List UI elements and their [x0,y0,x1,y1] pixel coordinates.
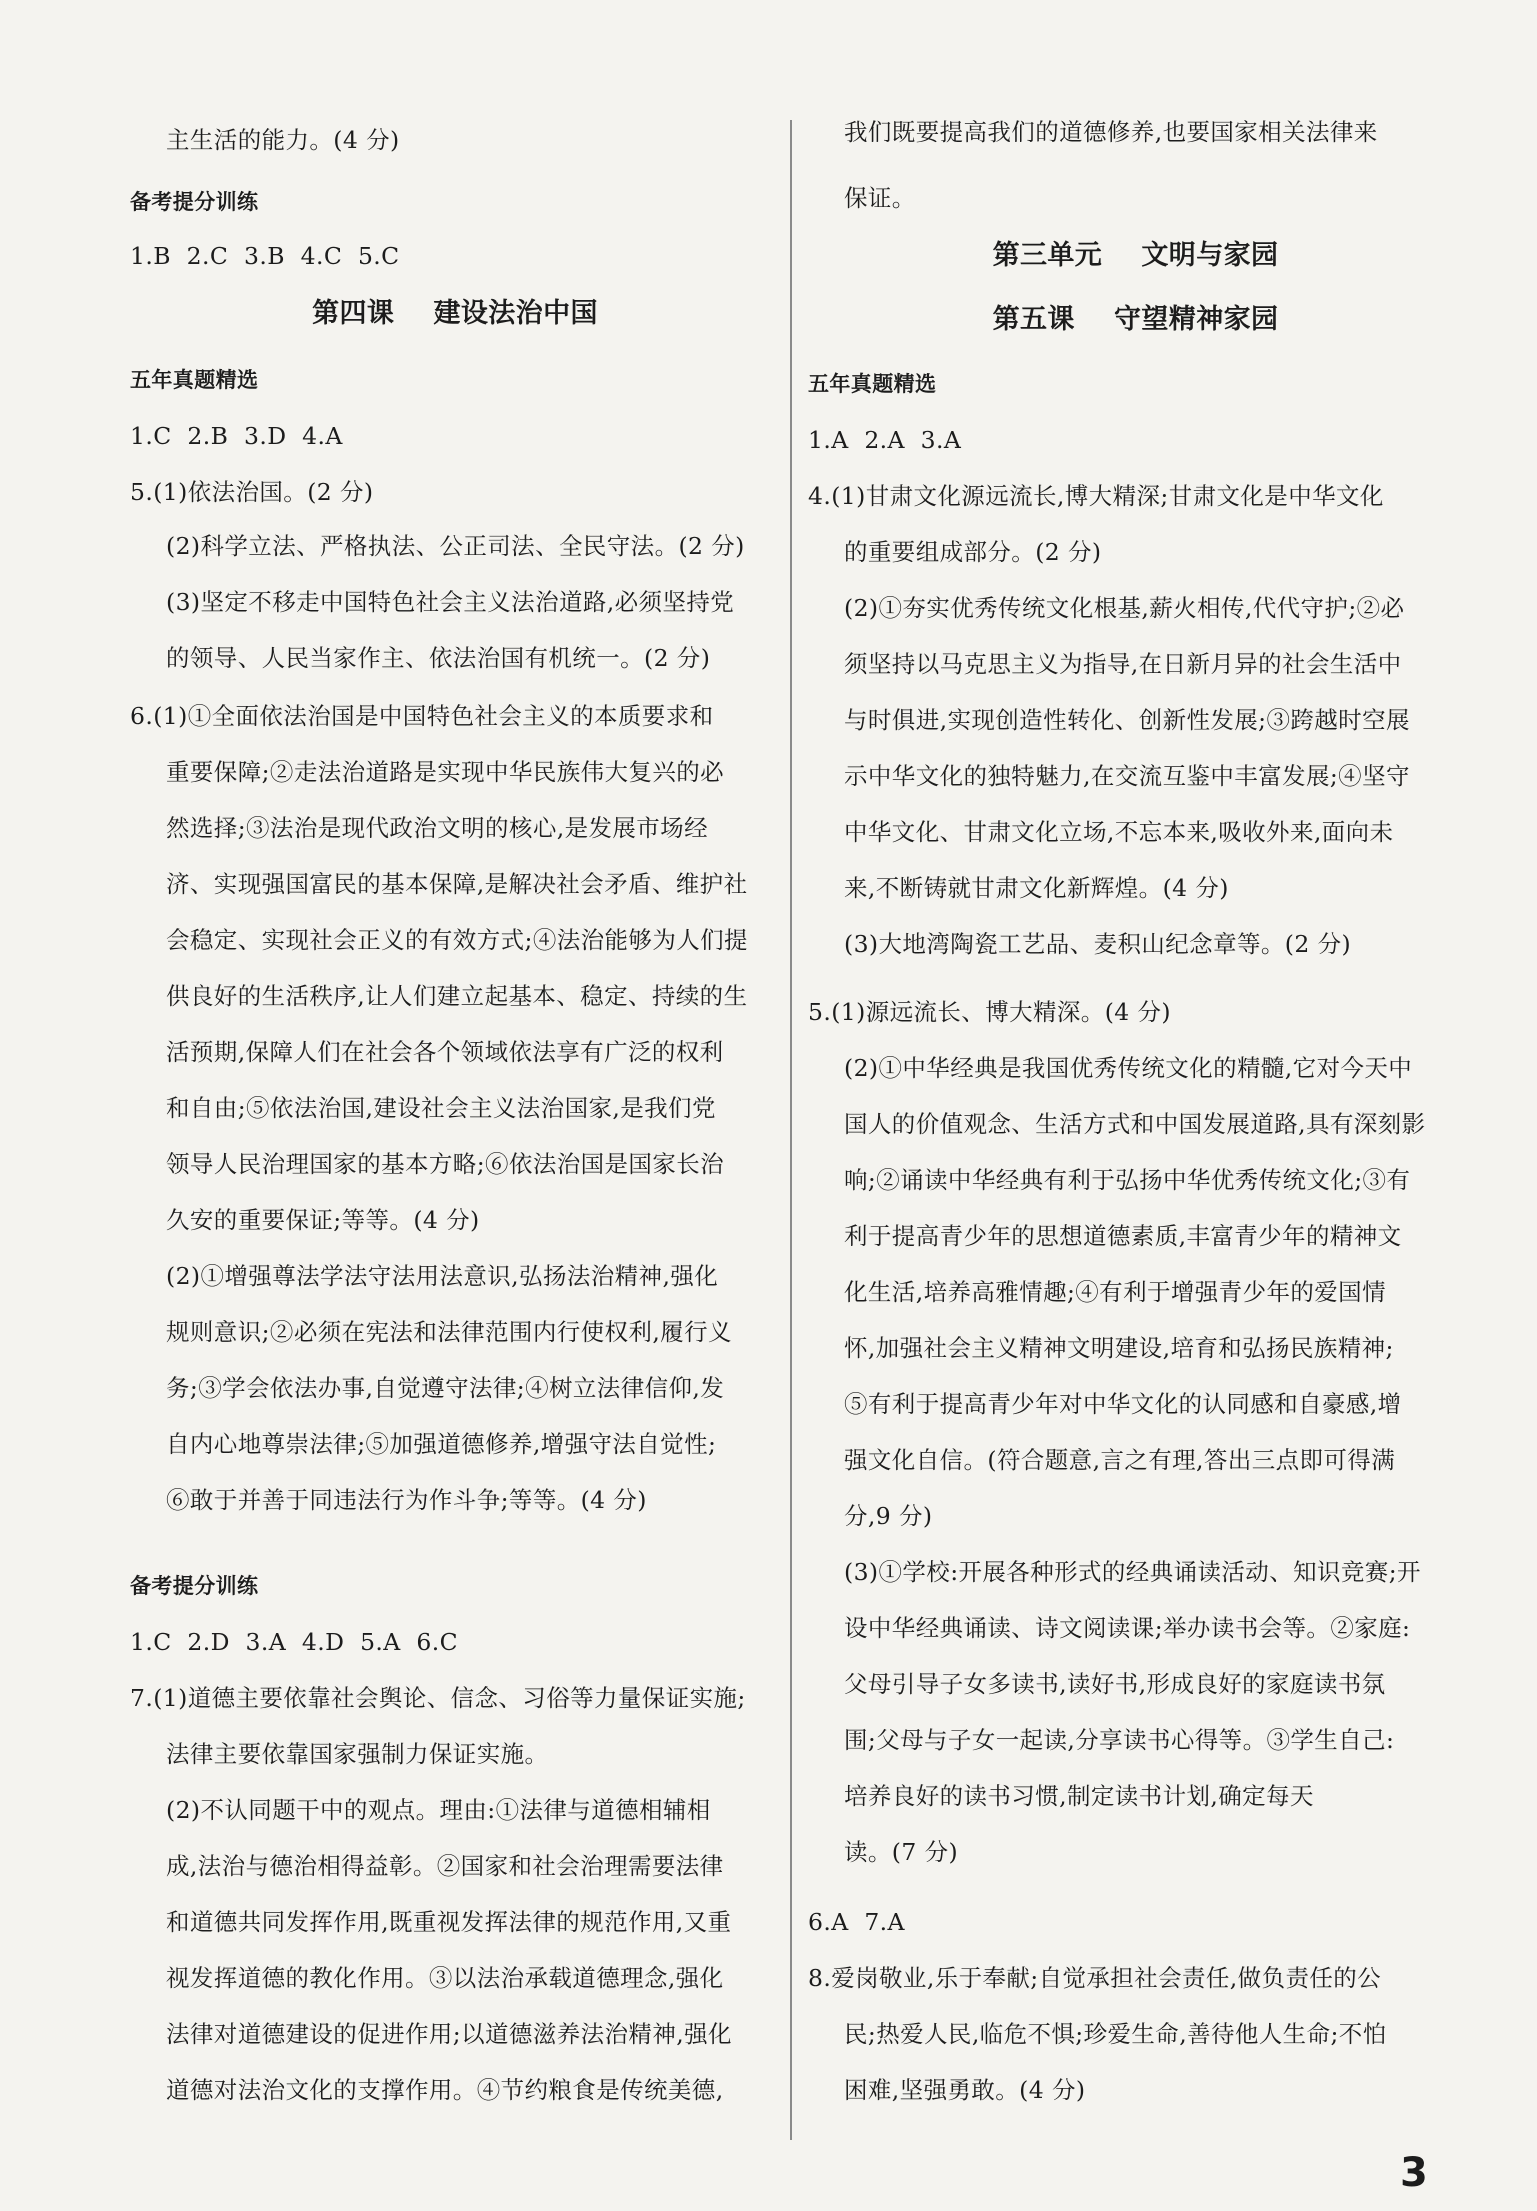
text-line: ⑥敢于并善于同违法行为作斗争;等等。(4 分) [166,1486,647,1514]
text-line: 国人的价值观念、生活方式和中国发展道路,具有深刻影 [844,1110,1426,1138]
text-line: 5.(1)依法治国。(2 分) [130,478,374,506]
text-line: 分,9 分) [844,1502,933,1530]
answer-line: 1.B 2.C 3.B 4.C 5.C [130,242,400,270]
text-line: 困难,坚强勇敢。(4 分) [844,2076,1086,2104]
text-line: 供良好的生活秩序,让人们建立起基本、稳定、持续的生 [166,982,748,1010]
text-line: 6.(1)①全面依法治国是中国特色社会主义的本质要求和 [130,702,714,730]
text-line: 成,法治与德治相得益彰。②国家和社会治理需要法律 [166,1852,724,1880]
text-line: (2)①增强尊法学法守法用法意识,弘扬法治精神,强化 [166,1262,719,1290]
text-line: (3)①学校:开展各种形式的经典诵读活动、知识竞赛;开 [844,1558,1421,1586]
text-line: 重要保障;②走法治道路是实现中华民族伟大复兴的必 [166,758,725,786]
section-heading: 五年真题精选 [808,372,937,396]
text-line: 中华文化、甘肃文化立场,不忘本来,吸收外来,面向未 [844,818,1394,846]
answer-line: 1.C 2.B 3.D 4.A [130,422,343,450]
text-line: 然选择;③法治是现代政治文明的核心,是发展市场经 [166,814,708,842]
answer-line: 1.C 2.D 3.A 4.D 5.A 6.C [130,1628,459,1656]
column-divider [790,120,792,2140]
text-line: (3)坚定不移走中国特色社会主义法治道路,必须坚持党 [166,588,735,616]
section-heading: 备考提分训练 [130,1574,259,1598]
text-line: (2)①夯实优秀传统文化根基,薪火相传,代代守护;②必 [844,594,1405,622]
text-line: 会稳定、实现社会正义的有效方式;④法治能够为人们提 [166,926,748,954]
text-line: 父母引导子女多读书,读好书,形成良好的家庭读书氛 [844,1670,1386,1698]
text-line: 怀,加强社会主义精神文明建设,培育和弘扬民族精神; [844,1334,1394,1362]
text-line: 保证。 [844,184,916,212]
text-line: 活预期,保障人们在社会各个领域依法享有广泛的权利 [166,1038,724,1066]
text-line: 我们既要提高我们的道德修养,也要国家相关法律来 [844,118,1378,146]
text-line: 道德对法治文化的支撑作用。④节约粮食是传统美德, [166,2076,724,2104]
page-number: 3 [1400,2150,1428,2196]
text-line: 4.(1)甘肃文化源远流长,博大精深;甘肃文化是中华文化 [808,482,1384,510]
text-line: 法律主要依靠国家强制力保证实施。 [166,1740,549,1768]
text-line: 读。(7 分) [844,1838,959,1866]
text-line: 培养良好的读书习惯,制定读书计划,确定每天 [844,1782,1314,1810]
lesson-title: 第五课 守望精神家园 [992,304,1279,335]
text-line: 响;②诵读中华经典有利于弘扬中华优秀传统文化;③有 [844,1166,1411,1194]
text-line: 7.(1)道德主要依靠社会舆论、信念、习俗等力量保证实施; [130,1684,746,1712]
text-line: 和自由;⑤依法治国,建设社会主义法治国家,是我们党 [166,1094,716,1122]
text-line: (2)不认同题干中的观点。理由:①法律与道德相辅相 [166,1796,711,1824]
text-line: (3)大地湾陶瓷工艺品、麦积山纪念章等。(2 分) [844,930,1352,958]
text-line: 领导人民治理国家的基本方略;⑥依法治国是国家长治 [166,1150,725,1178]
text-line: 法律对道德建设的促进作用;以道德滋养法治精神,强化 [166,2020,732,2048]
text-line: 围;父母与子女一起读,分享读书心得等。③学生自己: [844,1726,1395,1754]
text-line: 与时俱进,实现创造性转化、创新性发展;③跨越时空展 [844,706,1410,734]
answer-line: 1.A 2.A 3.A [808,426,962,454]
text-line: 久安的重要保证;等等。(4 分) [166,1206,480,1234]
text-line: 视发挥道德的教化作用。③以法治承载道德理念,强化 [166,1964,724,1992]
text-line: 务;③学会依法办事,自觉遵守法律;④树立法律信仰,发 [166,1374,725,1402]
text-line: 规则意识;②必须在宪法和法律范围内行使权利,履行义 [166,1318,732,1346]
text-line: 利于提高青少年的思想道德素质,丰富青少年的精神文 [844,1222,1402,1250]
section-heading: 备考提分训练 [130,190,259,214]
text-line: 强文化自信。(符合题意,言之有理,答出三点即可得满 [844,1446,1396,1474]
text-line: 主生活的能力。(4 分) [166,126,400,154]
text-line: ⑤有利于提高青少年对中华文化的认同感和自豪感,增 [844,1390,1402,1418]
text-line: 须坚持以马克思主义为指导,在日新月异的社会生活中 [844,650,1402,678]
answer-line: 6.A 7.A [808,1908,905,1936]
text-line: 8.爱岗敬业,乐于奉献;自觉承担社会责任,做负责任的公 [808,1964,1382,1992]
text-line: 来,不断铸就甘肃文化新辉煌。(4 分) [844,874,1229,902]
text-line: 自内心地尊崇法律;⑤加强道德修养,增强守法自觉性; [166,1430,717,1458]
unit-title: 第三单元 文明与家园 [992,240,1279,271]
text-line: 设中华经典诵读、诗文阅读课;举办读书会等。②家庭: [844,1614,1411,1642]
section-heading: 五年真题精选 [130,368,259,392]
text-line: 民;热爱人民,临危不惧;珍爱生命,善待他人生命;不怕 [844,2020,1387,2048]
text-line: 的重要组成部分。(2 分) [844,538,1102,566]
text-line: 5.(1)源远流长、博大精深。(4 分) [808,998,1171,1026]
text-line: 示中华文化的独特魅力,在交流互鉴中丰富发展;④坚守 [844,762,1410,790]
text-line: (2)①中华经典是我国优秀传统文化的精髓,它对今天中 [844,1054,1413,1082]
lesson-title: 第四课 建设法治中国 [312,298,598,329]
text-line: 济、实现强国富民的基本保障,是解决社会矛盾、维护社 [166,870,748,898]
text-line: (2)科学立法、严格执法、公正司法、全民守法。(2 分) [166,532,745,560]
text-line: 的领导、人民当家作主、依法治国有机统一。(2 分) [166,644,711,672]
text-line: 化生活,培养高雅情趣;④有利于增强青少年的爱国情 [844,1278,1386,1306]
text-line: 和道德共同发挥作用,既重视发挥法律的规范作用,又重 [166,1908,732,1936]
